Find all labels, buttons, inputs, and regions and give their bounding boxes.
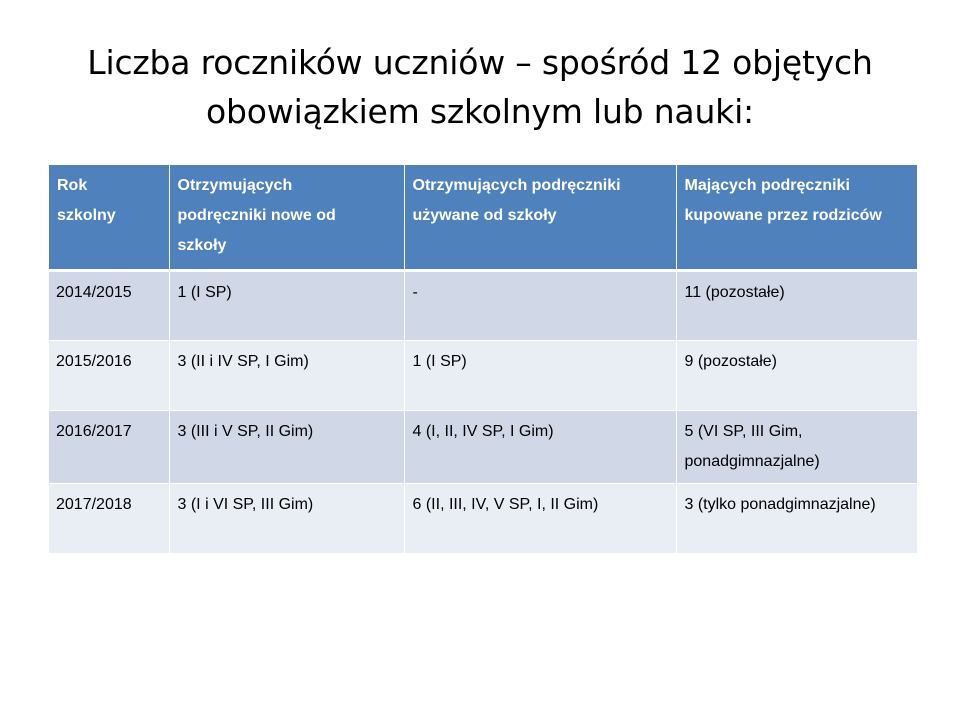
cell-year: 2016/2017: [49, 411, 169, 484]
slide-title-line-2: obowiązkiem szkolnym lub nauki:: [206, 92, 754, 131]
table-row: [49, 341, 917, 411]
cell-year: 2017/2018: [49, 484, 169, 554]
cell-new: 3 (I i VI SP, III Gim): [169, 484, 404, 554]
slide-title: [40, 38, 920, 136]
table-header-row: [49, 165, 917, 271]
cell-year: 2015/2016: [49, 341, 169, 411]
cell-parents: 9 (pozostałe): [676, 341, 917, 411]
table-row: [49, 484, 917, 554]
cell-parents: 11 (pozostałe): [676, 271, 917, 341]
header-school-year: Rok szkolny: [49, 165, 169, 271]
cell-parents: 3 (tylko ponadgimnazjalne): [676, 484, 917, 554]
cell-used: -: [404, 271, 676, 341]
cell-used: 6 (II, III, IV, V SP, I, II Gim): [404, 484, 676, 554]
cell-new: 1 (I SP): [169, 271, 404, 341]
cell-parents: 5 (VI SP, III Gim, ponadgimnazjalne): [676, 411, 917, 484]
cell-new: 3 (III i V SP, II Gim): [169, 411, 404, 484]
header-used-textbooks: Otrzymujących podręczniki używane od szkoły: [404, 165, 676, 271]
cell-used: 1 (I SP): [404, 341, 676, 411]
header-new-textbooks: Otrzymujących podręczniki nowe od szkoły: [169, 165, 404, 271]
slide-title-line-1: Liczba roczników uczniów – spośród 12 objętych: [87, 43, 873, 82]
textbook-table: [49, 165, 917, 554]
cell-used: 4 (I, II, IV SP, I Gim): [404, 411, 676, 484]
header-parent-bought: Mających podręczniki kupowane przez rodziców: [676, 165, 917, 271]
cell-new: 3 (II i IV SP, I Gim): [169, 341, 404, 411]
cell-year: 2014/2015: [49, 271, 169, 341]
table-row: [49, 411, 917, 484]
table-row: [49, 271, 917, 341]
